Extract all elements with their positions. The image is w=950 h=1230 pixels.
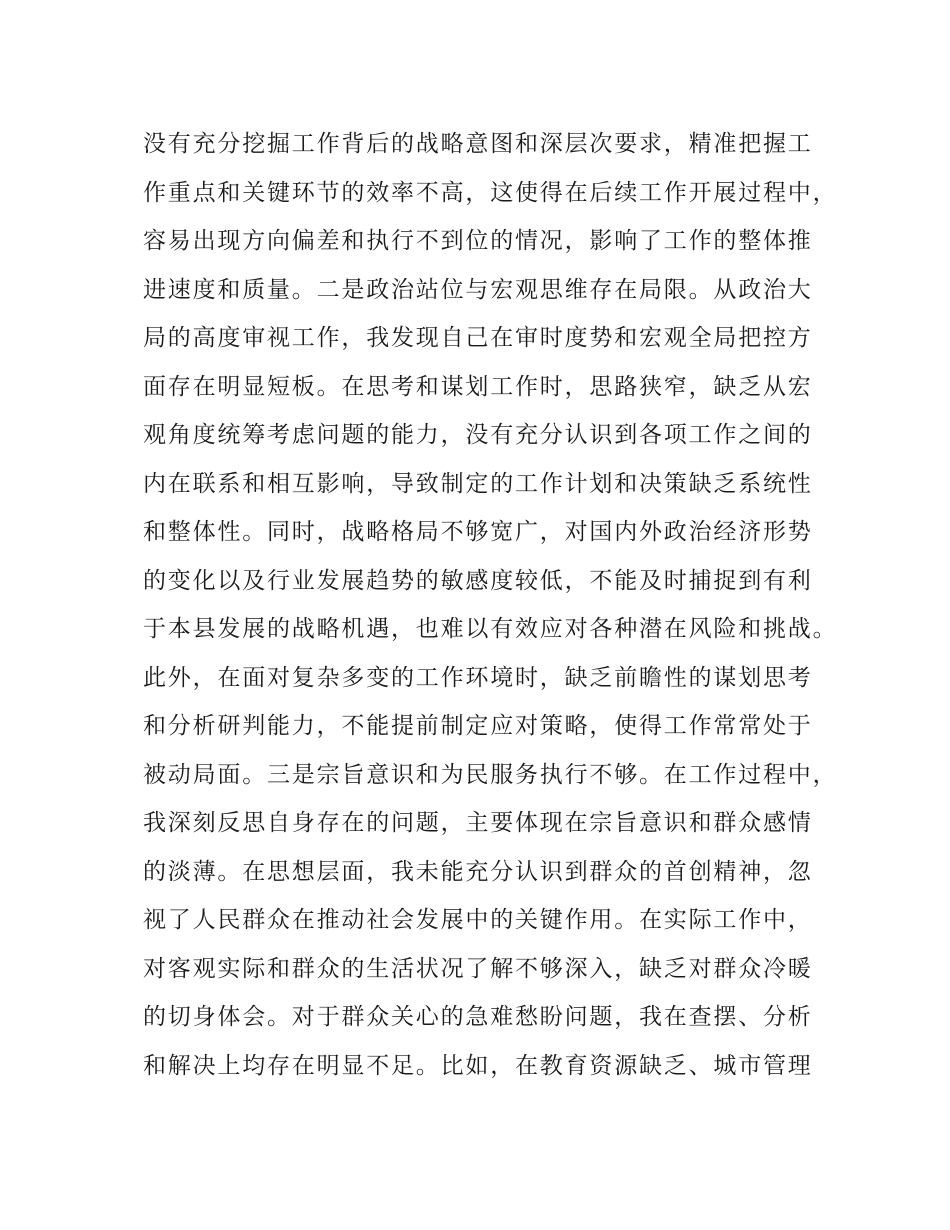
- text-line: 我深刻反思自身存在的问题，主要体现在宗旨意识和群众感情: [143, 810, 813, 836]
- text-line: 作重点和关键环节的效率不高，这使得在后续工作开展过程中，: [143, 179, 838, 206]
- text-line: 内在联系和相互影响，导致制定的工作计划和决策缺乏系统性: [143, 470, 813, 497]
- text-line: 的淡薄。在思想层面，我未能充分认识到群众的首创精神，忽: [143, 858, 813, 885]
- text-line: 的切身体会。对于群众关心的急难愁盼问题，我在查摆、分析: [143, 1004, 813, 1030]
- text-line: 局的高度审视工作，我发现自己在审时度势和宏观全局把控方: [143, 325, 813, 351]
- text-line: 进速度和质量。二是政治站位与宏观思维存在局限。从政治大: [143, 276, 813, 303]
- text-line: 于本县发展的战略机遇，也难以有效应对各种潜在风险和挑战。: [143, 616, 838, 642]
- text-line: 对客观实际和群众的生活状况了解不够深入，缺乏对群众冷暖: [143, 955, 813, 982]
- text-line: 视了人民群众在推动社会发展中的关键作用。在实际工作中，: [143, 907, 813, 933]
- text-line: 的变化以及行业发展趋势的敏感度较低，不能及时捕捉到有利: [143, 567, 813, 594]
- text-line: 和分析研判能力，不能提前制定应对策略，使得工作常常处于: [143, 713, 813, 739]
- text-line: 面存在明显短板。在思考和谋划工作时，思路狭窄，缺乏从宏: [143, 373, 813, 400]
- text-line: 容易出现方向偏差和执行不到位的情况，影响了工作的整体推: [143, 228, 813, 254]
- text-line: 被动局面。三是宗旨意识和为民服务执行不够。在工作过程中，: [143, 761, 838, 788]
- text-line: 没有充分挖掘工作背后的战略意图和深层次要求，精准把握工: [143, 131, 813, 157]
- text-line: 观角度统筹考虑问题的能力，没有充分认识到各项工作之间的: [143, 422, 813, 448]
- text-line: 此外，在面对复杂多变的工作环境时，缺乏前瞻性的谋划思考: [143, 664, 813, 691]
- text-line: 和整体性。同时，战略格局不够宽广，对国内外政治经济形势: [143, 519, 813, 545]
- body-text: [143, 120, 843, 1090]
- text-line: 和解决上均存在明显不足。比如，在教育资源缺乏、城市管理: [143, 1052, 813, 1079]
